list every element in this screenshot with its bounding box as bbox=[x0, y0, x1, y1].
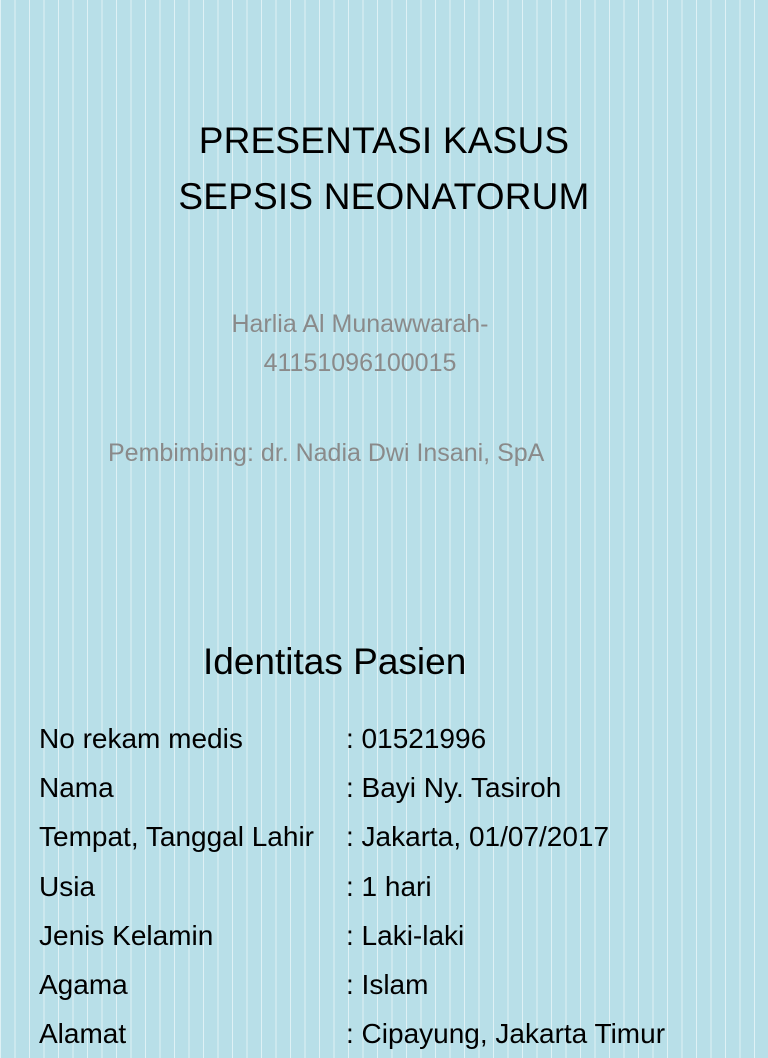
identity-label: Nama bbox=[39, 772, 114, 804]
identity-value: : Jakarta, 01/07/2017 bbox=[346, 821, 610, 853]
identity-value: : Laki-laki bbox=[346, 919, 465, 951]
title-line-1: PRESENTASI KASUS bbox=[198, 120, 570, 161]
presentation-title bbox=[0, 113, 768, 225]
title-line-2: SEPSIS NEONATORUM bbox=[178, 176, 590, 217]
identity-slide bbox=[0, 580, 768, 1050]
identity-label: Jenis Kelamin bbox=[39, 919, 214, 951]
identity-value: : 01521996 bbox=[346, 723, 487, 754]
author-id: 41151096100015 bbox=[263, 349, 457, 377]
identity-row-birth-place-date bbox=[39, 812, 739, 861]
identity-row-religion bbox=[39, 960, 739, 1009]
identity-row-name bbox=[39, 763, 739, 812]
identity-list bbox=[39, 714, 739, 1058]
identity-row-age bbox=[39, 862, 739, 911]
identity-label: Agama bbox=[39, 968, 128, 1000]
author-name: Harlia Al Munawwarah- bbox=[231, 310, 489, 338]
identity-label: Usia bbox=[39, 870, 96, 902]
identity-value: : Cipayung, Jakarta Timur bbox=[346, 1018, 666, 1050]
identity-label: No rekam medis bbox=[39, 723, 243, 754]
identity-title: Identitas Pasien bbox=[203, 641, 467, 682]
identity-value: : Bayi Ny. Tasiroh bbox=[346, 772, 562, 804]
identity-label: Tempat, Tanggal Lahir bbox=[39, 821, 314, 853]
identity-row-gender bbox=[39, 911, 739, 960]
identity-value: : Islam bbox=[346, 968, 429, 1000]
identity-row-medical-record bbox=[39, 714, 739, 763]
identity-label: Alamat bbox=[39, 1018, 127, 1050]
identity-row-address bbox=[39, 1009, 739, 1058]
identity-value: : 1 hari bbox=[346, 870, 432, 902]
author-info bbox=[180, 305, 540, 383]
supervisor-text: Pembimbing: dr. Nadia Dwi Insani, SpA bbox=[108, 439, 545, 467]
